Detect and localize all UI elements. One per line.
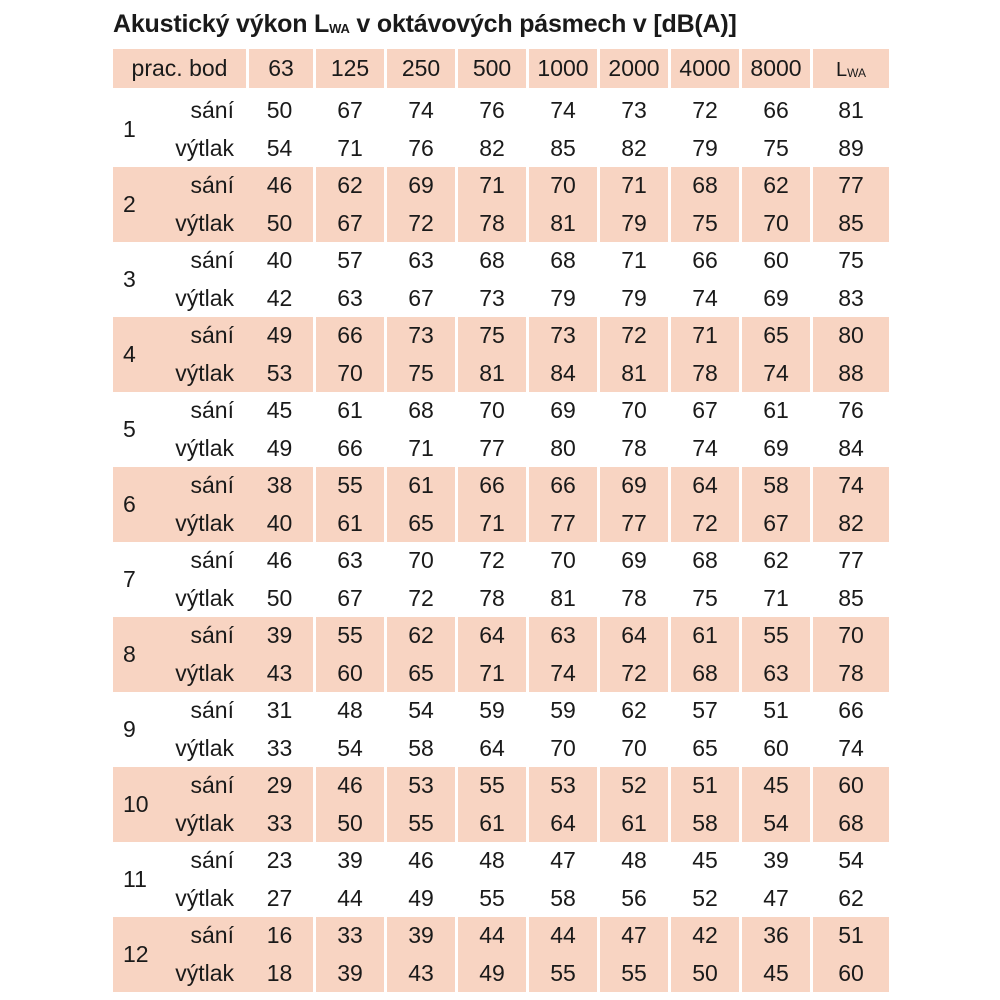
- operating-point-number: 3: [123, 266, 136, 292]
- row-kind-sani: sání: [190, 547, 234, 573]
- table-cell: 75: [668, 205, 739, 243]
- table-body: [113, 92, 889, 992]
- table-cell: 73: [597, 92, 668, 130]
- table-cell: 60: [313, 655, 384, 693]
- table-cell: 67: [668, 392, 739, 430]
- row-kind-sani: sání: [169, 317, 246, 355]
- table-cell: 55: [739, 617, 810, 655]
- table-cell: 61: [455, 805, 526, 843]
- table-cell: 42: [266, 284, 293, 311]
- table-cell: 78: [597, 430, 668, 468]
- table-cell: 74: [668, 280, 739, 318]
- table-cell: 59: [526, 692, 597, 730]
- row-kind-sani: sání: [190, 97, 234, 123]
- row-kind-sani: sání: [169, 917, 246, 955]
- table-cell: 60: [810, 767, 889, 805]
- table-cell: 46: [313, 767, 384, 805]
- table-cell: 71: [313, 130, 384, 168]
- table-cell: 68: [668, 542, 739, 580]
- table-cell: 81: [597, 355, 668, 393]
- table-cell: 58: [668, 805, 739, 843]
- table-cell: 84: [526, 355, 597, 393]
- table-cell: 68: [668, 167, 739, 205]
- table-cell: 69: [597, 467, 668, 505]
- row-kind-sani: sání: [190, 697, 234, 723]
- table-cell: 68: [810, 805, 889, 843]
- table-cell: 53: [526, 767, 597, 805]
- table-cell: 69: [739, 280, 810, 318]
- table-cell: 64: [526, 805, 597, 843]
- table-cell: 69: [384, 167, 455, 205]
- table-cell: 45: [668, 842, 739, 880]
- table-cell: 18: [246, 955, 313, 993]
- table-cell: 78: [668, 355, 739, 393]
- table-cell: 74: [526, 92, 597, 130]
- table-cell: 71: [739, 580, 810, 618]
- table-cell: 65: [668, 730, 739, 768]
- header-band: 1000: [526, 49, 597, 88]
- table-cell: 79: [668, 130, 739, 168]
- table-cell: 61: [668, 617, 739, 655]
- table-cell: 61: [313, 505, 384, 543]
- table-cell: 71: [455, 167, 526, 205]
- table-cell: 55: [455, 767, 526, 805]
- title-rest: v oktávových pásmech v [dB(A)]: [349, 10, 737, 38]
- table-cell: 66: [739, 92, 810, 130]
- table-cell: 81: [526, 205, 597, 243]
- table-cell: 58: [384, 730, 455, 768]
- table-cell: 81: [455, 355, 526, 393]
- table-cell: 46: [246, 167, 313, 205]
- table-cell: 31: [266, 697, 293, 723]
- table-cell: 68: [455, 242, 526, 280]
- table-cell: 89: [810, 130, 889, 168]
- table-row-group: [113, 242, 889, 317]
- table-cell: 45: [739, 767, 810, 805]
- table-cell: 77: [455, 430, 526, 468]
- header-operating-point: prac. bod: [113, 49, 246, 88]
- table-cell: 71: [384, 430, 455, 468]
- row-kind-vytlak: výtlak: [169, 655, 246, 693]
- table-cell: 74: [668, 430, 739, 468]
- table-cell: 62: [739, 542, 810, 580]
- table-cell: 71: [597, 167, 668, 205]
- operating-point-number: 12: [113, 917, 169, 992]
- operating-point-number: 11: [123, 866, 147, 892]
- header-total: [810, 49, 889, 88]
- table-cell: 52: [668, 880, 739, 918]
- table-cell: 60: [739, 242, 810, 280]
- table-header: [113, 49, 889, 88]
- table-cell: 64: [668, 467, 739, 505]
- table-cell: 45: [266, 397, 293, 423]
- table-cell: 74: [810, 467, 889, 505]
- table-cell: 60: [739, 730, 810, 768]
- table-cell: 46: [384, 842, 455, 880]
- table-cell: 50: [266, 97, 293, 123]
- row-kind-vytlak: výtlak: [169, 505, 246, 543]
- table-cell: 55: [597, 955, 668, 993]
- table-cell: 73: [384, 317, 455, 355]
- row-kind-sani: sání: [190, 397, 234, 423]
- operating-point-number: 2: [113, 167, 169, 242]
- table-cell: 69: [526, 392, 597, 430]
- table-cell: 77: [810, 167, 889, 205]
- table-row-group: [113, 692, 889, 767]
- table-row-group: [113, 392, 889, 467]
- table-cell: 74: [810, 730, 889, 768]
- table-cell: 66: [455, 467, 526, 505]
- table-cell: 76: [384, 130, 455, 168]
- table-cell: 71: [668, 317, 739, 355]
- table-cell: 83: [810, 280, 889, 318]
- table-cell: 16: [246, 917, 313, 955]
- table-cell: 47: [739, 880, 810, 918]
- table-cell: 33: [313, 917, 384, 955]
- table-cell: 74: [526, 655, 597, 693]
- table-cell: 60: [810, 955, 889, 993]
- table-cell: 70: [455, 392, 526, 430]
- table-cell: 53: [246, 355, 313, 393]
- table-cell: 47: [526, 842, 597, 880]
- table-cell: 29: [246, 767, 313, 805]
- table-cell: 49: [455, 955, 526, 993]
- table-cell: 42: [668, 917, 739, 955]
- table-cell: 50: [246, 205, 313, 243]
- row-kind-vytlak: výtlak: [175, 434, 234, 461]
- table-cell: 77: [597, 505, 668, 543]
- table-cell: 23: [266, 847, 293, 873]
- table-cell: 73: [526, 317, 597, 355]
- table-cell: 66: [313, 317, 384, 355]
- table-cell: 71: [455, 655, 526, 693]
- table-cell: 70: [739, 205, 810, 243]
- row-kind-sani: sání: [169, 767, 246, 805]
- table-cell: 70: [526, 730, 597, 768]
- header-band: 63: [246, 49, 313, 88]
- table-cell: 59: [455, 692, 526, 730]
- table-cell: 52: [597, 767, 668, 805]
- row-kind-vytlak: výtlak: [175, 284, 234, 311]
- table-cell: 54: [810, 842, 889, 880]
- table-cell: 85: [526, 130, 597, 168]
- table-cell: 61: [739, 392, 810, 430]
- table-cell: 55: [313, 617, 384, 655]
- table-cell: 88: [810, 355, 889, 393]
- table-cell: 58: [739, 467, 810, 505]
- table-cell: 66: [810, 692, 889, 730]
- table-cell: 64: [597, 617, 668, 655]
- table-cell: 79: [597, 280, 668, 318]
- table-cell: 36: [739, 917, 810, 955]
- table-cell: 82: [597, 130, 668, 168]
- table-cell: 70: [597, 730, 668, 768]
- table-cell: 72: [384, 205, 455, 243]
- table-cell: 74: [384, 92, 455, 130]
- row-kind-sani: sání: [169, 167, 246, 205]
- table-cell: 71: [455, 505, 526, 543]
- table-cell: 76: [810, 392, 889, 430]
- table-cell: 79: [597, 205, 668, 243]
- table-cell: 66: [668, 242, 739, 280]
- table-cell: 61: [597, 805, 668, 843]
- table-cell: 72: [668, 505, 739, 543]
- header-band: 125: [313, 49, 384, 88]
- table-cell: 70: [526, 542, 597, 580]
- table-cell: 49: [384, 880, 455, 918]
- table-cell: 70: [526, 167, 597, 205]
- table-cell: 54: [384, 692, 455, 730]
- table-cell: 54: [266, 134, 293, 161]
- table-cell: 61: [384, 467, 455, 505]
- table-cell: 40: [266, 247, 293, 273]
- title-subscript: WA: [329, 21, 350, 36]
- table-cell: 84: [810, 430, 889, 468]
- table-cell: 65: [384, 655, 455, 693]
- table-cell: 49: [246, 317, 313, 355]
- table-cell: 64: [455, 730, 526, 768]
- table-row-group: [113, 842, 889, 917]
- table-cell: 62: [739, 167, 810, 205]
- table-cell: 63: [313, 280, 384, 318]
- table-cell: 72: [668, 92, 739, 130]
- table-cell: 63: [526, 617, 597, 655]
- table-cell: 48: [455, 842, 526, 880]
- table-cell: 50: [313, 805, 384, 843]
- table-cell: 51: [739, 692, 810, 730]
- table-cell: 33: [266, 734, 293, 761]
- table-cell: 62: [597, 692, 668, 730]
- header-band: 8000: [739, 49, 810, 88]
- header-total-sub: WA: [847, 66, 866, 80]
- header-total-main: L: [835, 59, 848, 81]
- table-cell: 72: [384, 580, 455, 618]
- table-cell: 68: [526, 242, 597, 280]
- table-cell: 75: [384, 355, 455, 393]
- table-cell: 44: [313, 880, 384, 918]
- table-cell: 69: [597, 542, 668, 580]
- table-cell: 79: [526, 280, 597, 318]
- table-cell: 63: [739, 655, 810, 693]
- operating-point-number: 10: [113, 767, 169, 842]
- table-cell: 47: [597, 917, 668, 955]
- table-cell: 67: [384, 280, 455, 318]
- operating-point-number: 1: [123, 116, 136, 142]
- table-cell: 39: [246, 617, 313, 655]
- table-cell: 48: [313, 692, 384, 730]
- table-cell: 44: [526, 917, 597, 955]
- table-cell: 57: [668, 692, 739, 730]
- table-cell: 77: [526, 505, 597, 543]
- table-cell: 70: [313, 355, 384, 393]
- operating-point-number: 6: [113, 467, 169, 542]
- table-cell: 62: [384, 617, 455, 655]
- operating-point-number: 8: [113, 617, 169, 692]
- table-cell: 75: [810, 242, 889, 280]
- table-cell: 40: [246, 505, 313, 543]
- table-cell: 70: [597, 392, 668, 430]
- table-cell: 27: [266, 884, 293, 911]
- table-cell: 85: [810, 205, 889, 243]
- table-cell: 33: [246, 805, 313, 843]
- table-cell: 78: [597, 580, 668, 618]
- table-cell: 54: [739, 805, 810, 843]
- table-cell: 39: [739, 842, 810, 880]
- table-cell: 62: [810, 880, 889, 918]
- row-kind-vytlak: výtlak: [175, 584, 234, 611]
- table-cell: 78: [455, 580, 526, 618]
- title-main: Akustický výkon L: [113, 10, 330, 38]
- table-cell: 77: [810, 542, 889, 580]
- table-cell: 68: [384, 392, 455, 430]
- table-row-group: [113, 317, 889, 392]
- table-row-group: [113, 542, 889, 617]
- table-row-group: [113, 767, 889, 842]
- header-band: 250: [384, 49, 455, 88]
- table-row-group: [113, 92, 889, 167]
- table-row-group: [113, 467, 889, 542]
- table-cell: 67: [313, 205, 384, 243]
- table-cell: 54: [313, 730, 384, 768]
- row-kind-vytlak: výtlak: [169, 955, 246, 993]
- table-cell: 72: [597, 655, 668, 693]
- table-cell: 80: [810, 317, 889, 355]
- table-cell: 39: [384, 917, 455, 955]
- table-cell: 67: [739, 505, 810, 543]
- operating-point-number: 4: [113, 317, 169, 392]
- table-cell: 56: [597, 880, 668, 918]
- table-cell: 50: [266, 584, 293, 611]
- row-kind-vytlak: výtlak: [169, 205, 246, 243]
- table-cell: 44: [455, 917, 526, 955]
- table-cell: 39: [313, 955, 384, 993]
- table-cell: 51: [810, 917, 889, 955]
- table-cell: 63: [313, 542, 384, 580]
- table-cell: 49: [266, 434, 293, 461]
- table-cell: 66: [526, 467, 597, 505]
- table-row-group: [113, 617, 889, 692]
- table-cell: 70: [810, 617, 889, 655]
- table-cell: 39: [313, 842, 384, 880]
- table-cell: 69: [739, 430, 810, 468]
- table-cell: 63: [384, 242, 455, 280]
- row-kind-sani: sání: [190, 247, 234, 273]
- table-cell: 75: [668, 580, 739, 618]
- table-cell: 82: [810, 505, 889, 543]
- table-cell: 81: [526, 580, 597, 618]
- table-cell: 55: [384, 805, 455, 843]
- table-row-group: [113, 167, 889, 242]
- operating-point-number: 5: [123, 416, 136, 442]
- table-cell: 81: [810, 92, 889, 130]
- table-cell: 43: [384, 955, 455, 993]
- row-kind-sani: sání: [190, 847, 234, 873]
- table-cell: 48: [597, 842, 668, 880]
- table-cell: 68: [668, 655, 739, 693]
- table-cell: 82: [455, 130, 526, 168]
- table-cell: 65: [384, 505, 455, 543]
- row-kind-vytlak: výtlak: [175, 884, 234, 911]
- table-cell: 62: [313, 167, 384, 205]
- table-cell: 58: [526, 880, 597, 918]
- table-cell: 66: [313, 430, 384, 468]
- table-cell: 64: [455, 617, 526, 655]
- table-cell: 75: [739, 130, 810, 168]
- table-title: [113, 10, 737, 39]
- table-cell: 75: [455, 317, 526, 355]
- table-cell: 51: [668, 767, 739, 805]
- table-cell: 80: [526, 430, 597, 468]
- row-kind-vytlak: výtlak: [169, 355, 246, 393]
- table-cell: 43: [246, 655, 313, 693]
- table-cell: 55: [526, 955, 597, 993]
- table-cell: 61: [313, 392, 384, 430]
- table-cell: 72: [455, 542, 526, 580]
- table-cell: 78: [810, 655, 889, 693]
- table-cell: 45: [739, 955, 810, 993]
- table-cell: 67: [313, 92, 384, 130]
- table-cell: 55: [313, 467, 384, 505]
- table-cell: 78: [455, 205, 526, 243]
- table-cell: 38: [246, 467, 313, 505]
- table-cell: 65: [739, 317, 810, 355]
- table-cell: 67: [313, 580, 384, 618]
- header-band: 500: [455, 49, 526, 88]
- table-cell: 70: [384, 542, 455, 580]
- table-cell: 73: [455, 280, 526, 318]
- operating-point-number: 9: [123, 716, 136, 742]
- operating-point-number: 7: [123, 566, 136, 592]
- table-cell: 71: [597, 242, 668, 280]
- row-kind-vytlak: výtlak: [175, 734, 234, 761]
- row-kind-vytlak: výtlak: [169, 805, 246, 843]
- table-cell: 46: [266, 547, 293, 573]
- table-cell: 72: [597, 317, 668, 355]
- table-cell: 50: [668, 955, 739, 993]
- table-cell: 55: [455, 880, 526, 918]
- table-cell: 85: [810, 580, 889, 618]
- header-band: 2000: [597, 49, 668, 88]
- table-row-group: [113, 917, 889, 992]
- table-cell: 76: [455, 92, 526, 130]
- table-cell: 57: [313, 242, 384, 280]
- table-cell: 53: [384, 767, 455, 805]
- row-kind-sani: sání: [169, 467, 246, 505]
- row-kind-sani: sání: [169, 617, 246, 655]
- row-kind-vytlak: výtlak: [175, 134, 234, 161]
- table-cell: 74: [739, 355, 810, 393]
- header-band: 4000: [668, 49, 739, 88]
